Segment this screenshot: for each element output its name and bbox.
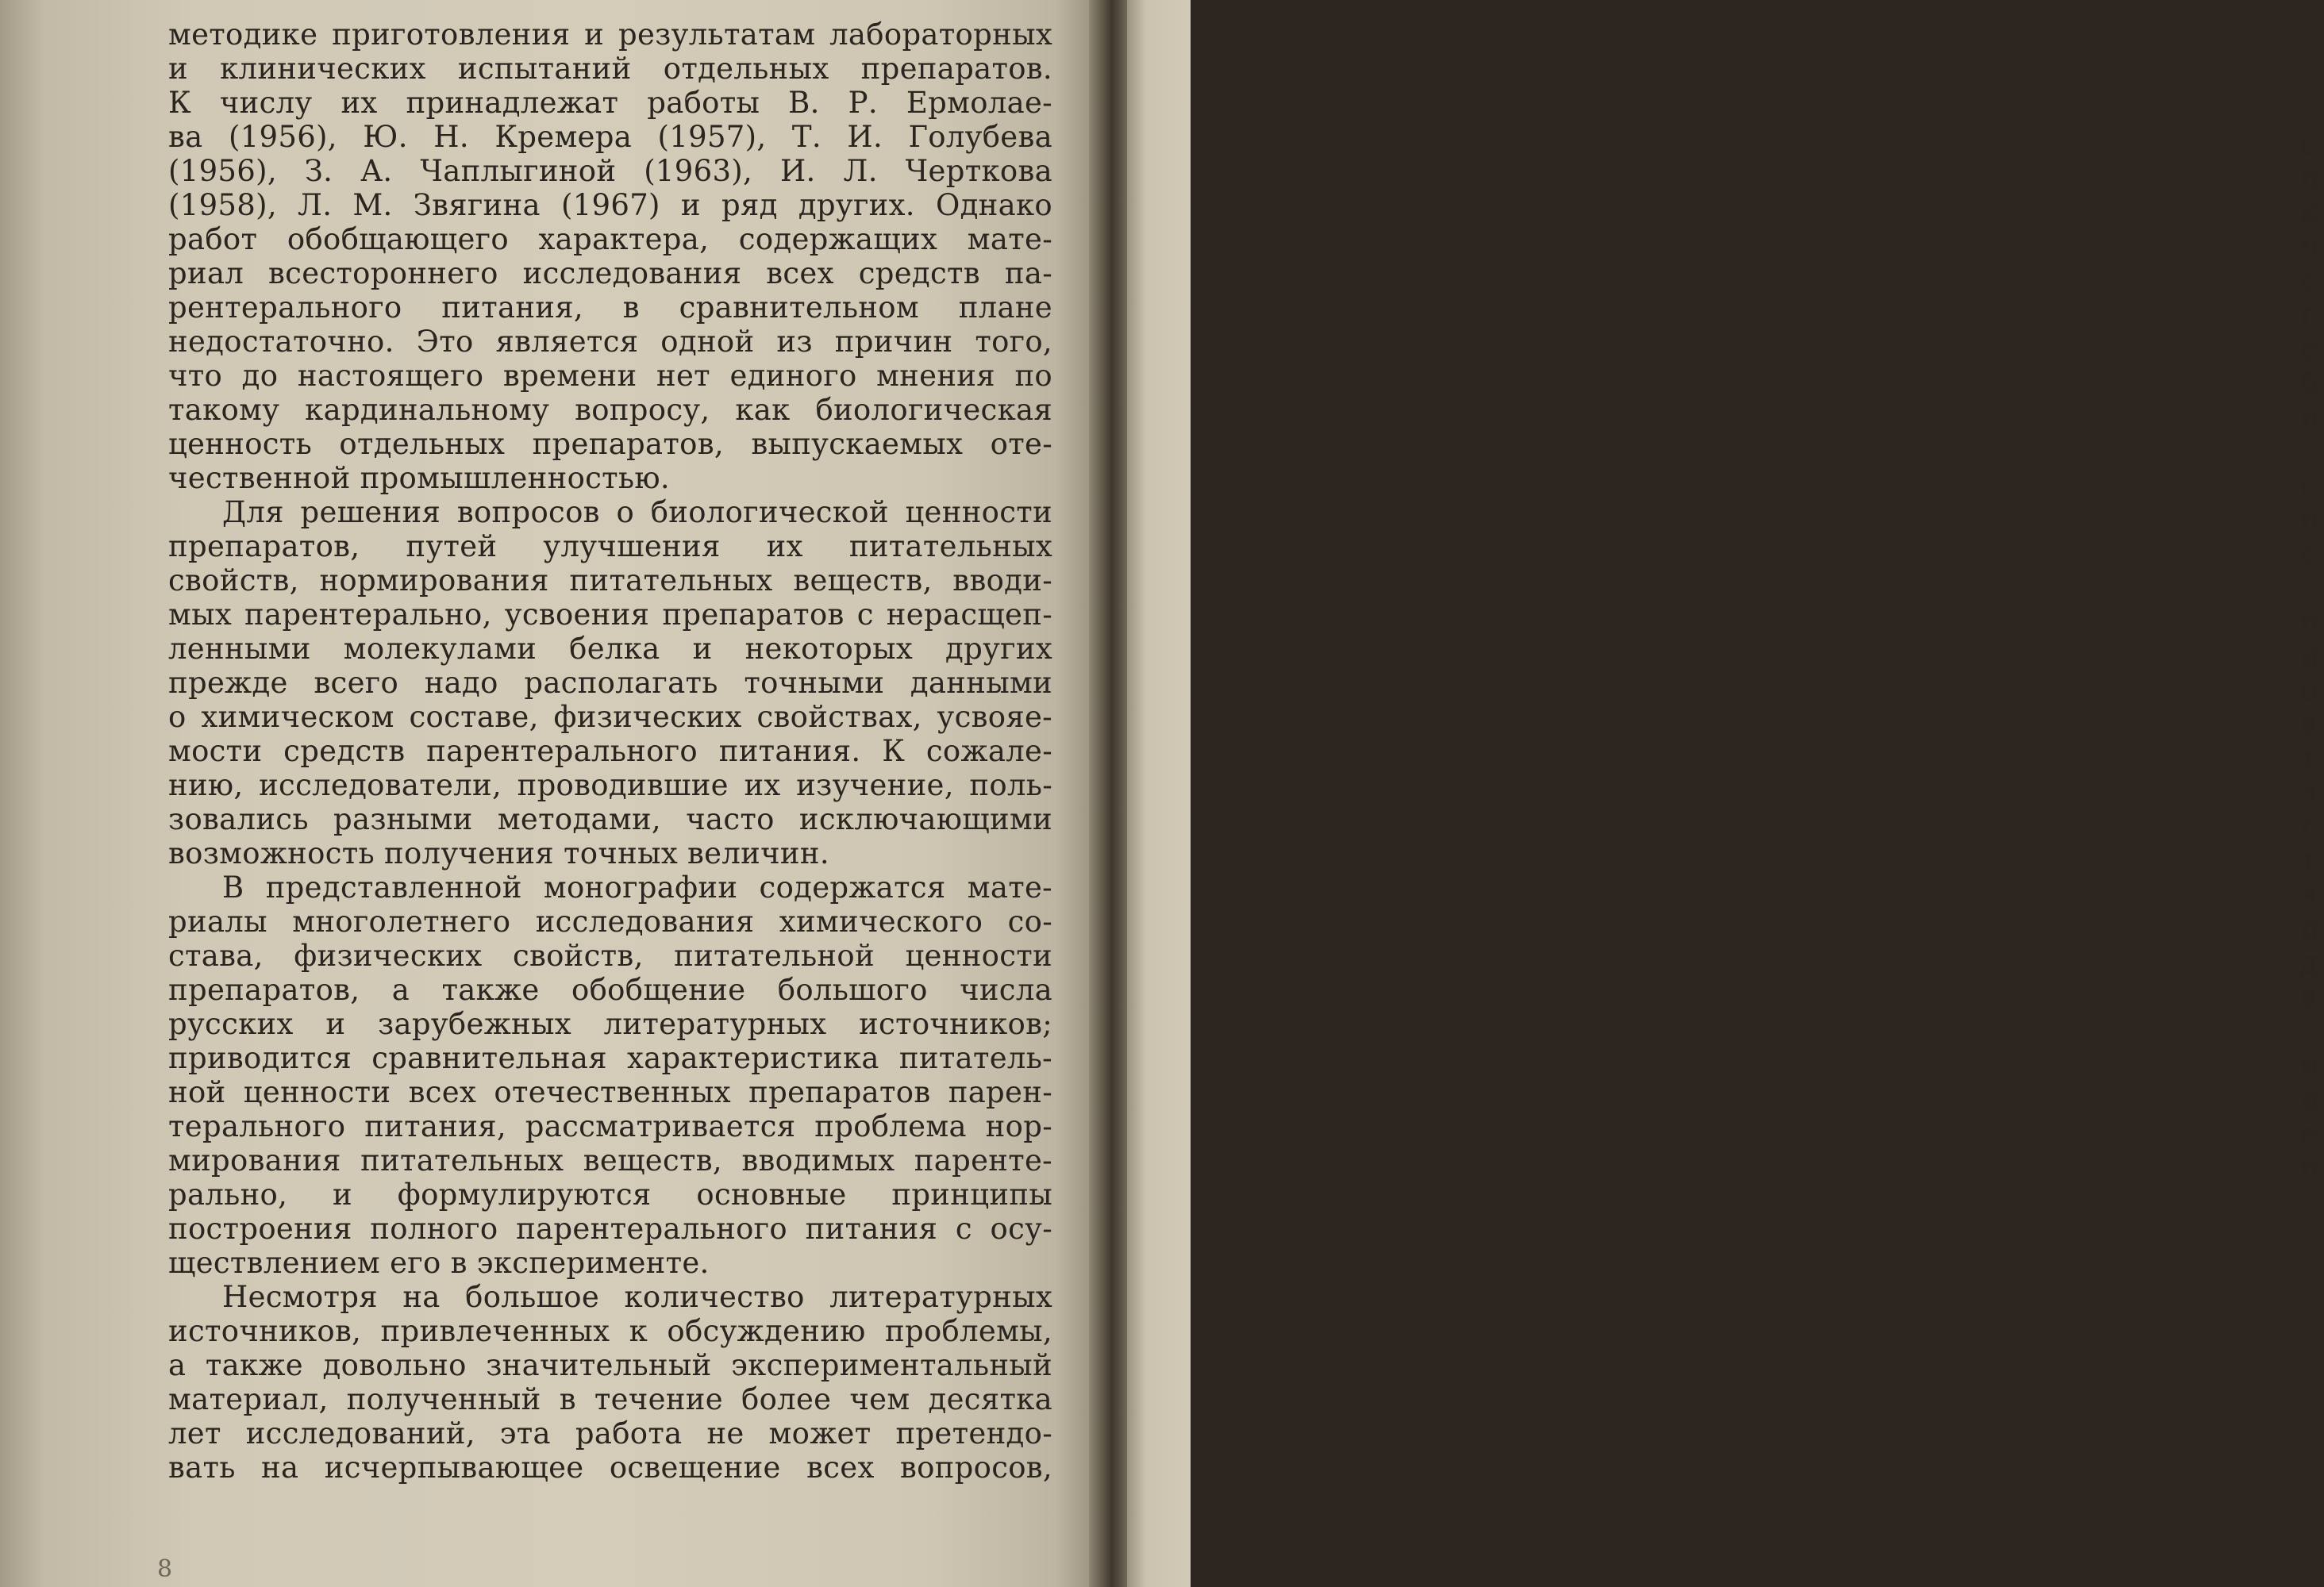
facing-page-line: з: [2300, 878, 2317, 912]
text-line: вать на исчерпывающее освещение всех вопросов,: [168, 1451, 1052, 1485]
text-line: ценность отдельных препаратов, выпускаемых оте-: [168, 427, 1052, 461]
text-line: возможность получения точных величин.: [168, 836, 829, 870]
text-line: такому кардинальному вопросу, как биологическая: [168, 393, 1052, 427]
text-line: рально, и формулируются основные принципы: [168, 1178, 1052, 1212]
text-line: работ обобщающего характера, содержащих мате-: [168, 222, 1052, 256]
facing-page-line: и: [2300, 639, 2320, 673]
text-line: става, физических свойств, питательной ценности: [168, 939, 1052, 973]
text-line: лет исследований, эта работа не может претендо-: [168, 1416, 1052, 1451]
text-line: Для решения вопросов о биологической ценности: [222, 495, 1052, 529]
text-line: построения полного парентерального питания с осу-: [168, 1212, 1052, 1246]
text-line: нию, исследователи, проводившие их изучение, поль-: [168, 768, 1052, 802]
text-line: недостаточно. Это является одной из причин того,: [168, 325, 1052, 359]
text-line: русских и зарубежных литературных источников;: [168, 1007, 1052, 1041]
paragraph-2: [168, 495, 1052, 870]
facing-page-line: [2300, 1014, 2324, 1048]
text-line: мых парентерально, усвоения препаратов с нерасщеп-: [168, 598, 1052, 632]
text-line: прежде всего надо располагать точными данными: [168, 666, 1052, 700]
text-line: (1956), З. А. Чаплыгиной (1963), И. Л. Черткова: [168, 154, 1052, 188]
page-number: 8: [157, 1555, 173, 1583]
text-line: (1958), Л. М. Звягина (1967) и ряд других. Однако: [168, 188, 1052, 222]
book-gutter: [1089, 0, 1127, 1587]
text-line: а также довольно значительный экспериментальный: [168, 1348, 1052, 1382]
text-line: Несмотря на большое количество литературных: [222, 1280, 1052, 1314]
text-line: материал, полученный в течение более чем десятка: [168, 1382, 1052, 1416]
text-line: препаратов, путей улучшения их питательных: [168, 529, 1052, 563]
text-line: чественной промышленностью.: [168, 461, 670, 495]
facing-page-line: п: [2300, 161, 2320, 195]
facing-page-line: з: [2300, 775, 2317, 809]
text-line: мирования питательных веществ, вводимых паренте-: [168, 1143, 1052, 1178]
facing-page-line: с: [2300, 263, 2317, 298]
paragraph-3: [168, 870, 1052, 1280]
facing-page-line: е: [2300, 1116, 2318, 1151]
text-line: ва (1956), Ю. Н. Кремера (1957), Т. И. Голубева: [168, 120, 1052, 154]
text-line: ленными молекулами белка и некоторых других: [168, 632, 1052, 666]
text-line: и клинических испытаний отдельных препаратов.: [168, 52, 1052, 86]
text-line: что до настоящего времени нет единого мнения по: [168, 359, 1052, 393]
facing-page-line: с: [2300, 332, 2317, 366]
facing-page-line: н: [2300, 400, 2320, 434]
facing-page-line: п: [2300, 912, 2320, 946]
facing-page-line: с: [2300, 127, 2317, 161]
text-line: источников, привлеченных к обсуждению проблемы,: [168, 1314, 1052, 1348]
text-line: препаратов, а также обобщение большого числа: [168, 973, 1052, 1007]
paragraph-1: [168, 17, 1052, 495]
text-line: терального питания, рассматривается проблема нор-: [168, 1109, 1052, 1143]
facing-page-line: п: [2300, 502, 2320, 536]
text-line: риалы многолетнего исследования химического со-: [168, 905, 1052, 939]
text-line: К числу их принадлежат работы В. Р. Ермолае-: [168, 86, 1052, 120]
facing-page-line: д: [2300, 946, 2318, 980]
facing-page-line: в: [2300, 707, 2317, 741]
facing-page-text: [2300, 127, 2324, 1185]
text-line: о химическом составе, физических свойствах, усвояе-: [168, 700, 1052, 734]
text-line: свойств, нормирования питательных веществ, вводи-: [168, 563, 1052, 598]
facing-page-line: с: [2300, 468, 2317, 502]
facing-page-line: т: [2300, 741, 2317, 775]
text-line: ществлением его в эксперименте.: [168, 1246, 710, 1280]
facing-page-line: [2300, 571, 2324, 605]
body-text: [168, 17, 1052, 1485]
facing-page-line: г: [2300, 298, 2316, 332]
facing-page-line: п: [2300, 1151, 2320, 1185]
facing-page-line: п: [2300, 605, 2320, 639]
text-line: В представленной монографии содержатся мате-: [222, 870, 1052, 905]
text-line: риал всестороннего исследования всех средств па-: [168, 256, 1052, 290]
facing-page-line: г: [2300, 809, 2316, 843]
facing-page-line: т: [2300, 843, 2317, 878]
facing-page-line: б: [2300, 366, 2318, 400]
text-line: методике приготовления и результатам лабораторных: [168, 17, 1052, 52]
facing-page-line: ч: [2300, 229, 2320, 263]
facing-page-line: о: [2300, 673, 2318, 707]
facing-page-line: с: [2300, 536, 2317, 571]
text-line: ной ценности всех отечественных препаратов парен-: [168, 1075, 1052, 1109]
facing-page-line: и: [2300, 1082, 2320, 1116]
facing-page: [1127, 0, 2320, 1587]
text-line: рентерального питания, в сравнительном плане: [168, 290, 1052, 325]
text-line: зовались разными методами, часто исключающими: [168, 802, 1052, 836]
facing-page-line: к: [2300, 195, 2319, 229]
paragraph-4: [168, 1280, 1052, 1485]
facing-page-line: н: [2300, 1048, 2320, 1082]
left-page: [0, 0, 1089, 1587]
facing-page-line: [2300, 434, 2324, 468]
text-line: приводится сравнительная характеристика питатель-: [168, 1041, 1052, 1075]
facing-page-line: в: [2300, 980, 2317, 1014]
text-line: мости средств парентерального питания. К сожале-: [168, 734, 1052, 768]
